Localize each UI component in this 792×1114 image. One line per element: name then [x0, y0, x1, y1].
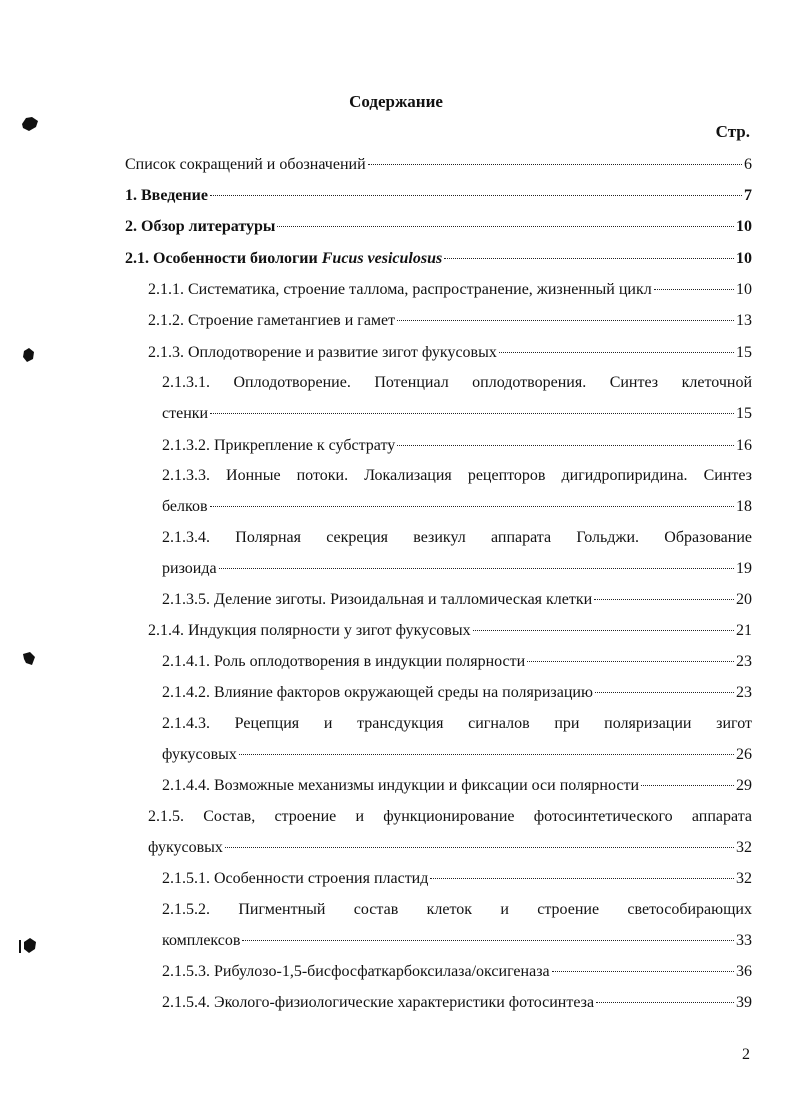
toc-entry-label: 2.1.5.2. Пигментный состав клеток и строение светособирающих	[162, 901, 752, 918]
scan-mark-icon	[22, 651, 36, 667]
toc-leader-dots	[277, 226, 734, 227]
toc-leader-dots	[210, 195, 742, 196]
toc-entry[interactable]	[162, 590, 752, 610]
toc-entry[interactable]	[162, 683, 752, 703]
toc-entry-label: 2.1.5.1. Особенности строения пластид	[162, 870, 429, 887]
toc-entry-label: 2.1.3.2. Прикрепление к субстрату	[162, 437, 396, 454]
toc-entry-label-species: Fucus vesiculosus	[321, 250, 443, 267]
toc-entry[interactable]	[162, 559, 752, 579]
toc-entry[interactable]	[148, 838, 752, 858]
toc-entry-page: 29	[736, 777, 752, 794]
toc-entry-page: 23	[736, 653, 752, 670]
toc-entry[interactable]	[162, 776, 752, 796]
toc-entry-first-line	[162, 528, 752, 548]
toc-entry-label-prefix: 2.1. Особенности биологии	[125, 250, 322, 267]
toc-entry-first-line	[162, 900, 752, 920]
scan-mark-icon	[20, 116, 40, 132]
toc-entry-label: 2. Обзор литературы	[125, 218, 276, 235]
toc-entry[interactable]	[148, 343, 752, 363]
toc-leader-dots	[594, 599, 734, 600]
toc-entry-page: 26	[736, 746, 752, 763]
toc-entry[interactable]	[148, 280, 752, 300]
toc-leader-dots	[239, 754, 734, 755]
toc-entry-label: 2.1.1. Систематика, строение таллома, распространение, жизненный цикл	[148, 281, 652, 298]
toc-entry-page: 15	[736, 405, 752, 422]
toc-entry-label: белков	[162, 498, 208, 515]
toc-entry-label: 2.1.5. Состав, строение и функционирование фотосинтетического аппарата	[148, 808, 752, 825]
toc-entry[interactable]	[125, 155, 752, 175]
toc-entry[interactable]	[162, 931, 752, 951]
toc-leader-dots	[368, 164, 742, 165]
toc-leader-dots	[473, 630, 734, 631]
toc-entry-label: 2.1.4.2. Влияние факторов окружающей среды на поляризацию	[162, 684, 593, 701]
toc-entry[interactable]	[162, 993, 752, 1013]
toc-entry-label: 2.1.2. Строение гаметангиев и гамет	[148, 312, 396, 329]
toc-entry-label: 2.1.4.1. Роль оплодотворения в индукции полярности	[162, 653, 526, 670]
toc-entry-page: 39	[736, 994, 752, 1011]
toc-entry-page: 10	[736, 250, 752, 267]
toc-entry-page: 18	[736, 498, 752, 515]
toc-leader-dots	[397, 320, 734, 321]
toc-leader-dots	[242, 940, 734, 941]
toc-entry-page: 6	[744, 156, 752, 173]
toc-entry-page: 13	[736, 312, 752, 329]
toc-entry-label	[125, 249, 442, 269]
toc-entry[interactable]	[125, 186, 752, 206]
toc-entry-label: ризоида	[162, 560, 217, 577]
toc-entry[interactable]	[162, 962, 752, 982]
toc-entry[interactable]	[162, 436, 752, 456]
toc-entry-page: 16	[736, 437, 752, 454]
page-column-label: Стр.	[715, 122, 750, 141]
toc-entry-page: 36	[736, 963, 752, 980]
toc-entry-label: 2.1.5.4. Эколого-физиологические характеристики фотосинтеза	[162, 994, 595, 1011]
toc-entry-label: 2.1.3.4. Полярная секреция везикул аппарата Гольджи. Образование	[162, 529, 752, 546]
toc-entry-page: 10	[736, 281, 752, 298]
toc-entry-label: Список сокращений и обозначений	[125, 156, 366, 173]
toc-entry-label: фукусовых	[148, 839, 223, 856]
toc-leader-dots	[225, 847, 734, 848]
toc-entry[interactable]	[125, 249, 752, 269]
toc-leader-dots	[499, 352, 734, 353]
scan-mark-icon	[22, 347, 36, 363]
toc-entry-label: 2.1.3.3. Ионные потоки. Локализация рецепторов дигидропиридина. Синтез	[162, 467, 752, 484]
toc-entry[interactable]	[162, 652, 752, 672]
toc-entry[interactable]	[162, 497, 752, 517]
toc-entry[interactable]	[148, 311, 752, 331]
toc-entry-label: 2.1.3.1. Оплодотворение. Потенциал оплодотворения. Синтез клеточной	[162, 374, 752, 391]
toc-leader-dots	[641, 785, 734, 786]
toc-entry[interactable]	[162, 404, 752, 424]
toc-entry-page: 20	[736, 591, 752, 608]
toc-entry-label: фукусовых	[162, 746, 237, 763]
toc-entry-page: 23	[736, 684, 752, 701]
scan-mark-icon	[18, 937, 38, 955]
toc-entry-first-line	[162, 373, 752, 393]
toc-entry-page: 33	[736, 932, 752, 949]
toc-entry-page: 32	[736, 839, 752, 856]
toc-leader-dots	[596, 1002, 734, 1003]
toc-leader-dots	[595, 692, 734, 693]
toc-entry-first-line	[162, 714, 752, 734]
page-number: 2	[742, 1046, 750, 1063]
toc-leader-dots	[552, 971, 734, 972]
toc-entry-label: 2.1.3. Оплодотворение и развитие зигот фукусовых	[148, 344, 497, 361]
toc-entry-label: 2.1.5.3. Рибулозо-1,5-бисфосфаткарбоксилаза/оксигеназа	[162, 963, 550, 980]
toc-entry-page: 15	[736, 344, 752, 361]
toc-entry-label: 2.1.4.3. Рецепция и трансдукция сигналов при поляризации зигот	[162, 715, 752, 732]
toc-entry-page: 32	[736, 870, 752, 887]
toc-entry-page: 21	[736, 622, 752, 639]
toc-entry-first-line	[148, 807, 752, 827]
toc-leader-dots	[444, 258, 734, 259]
toc-entry[interactable]	[125, 217, 752, 237]
toc-entry-label: 2.1.4.4. Возможные механизмы индукции и фиксации оси полярности	[162, 777, 640, 794]
toc-leader-dots	[397, 445, 734, 446]
toc-entry-label: комплексов	[162, 932, 241, 949]
toc-leader-dots	[654, 289, 734, 290]
toc-entry[interactable]	[162, 745, 752, 765]
toc-entry-page: 10	[736, 218, 752, 235]
toc-entry[interactable]	[162, 869, 752, 889]
toc-entry-label: 1. Введение	[125, 187, 208, 204]
toc-entry-label: 2.1.4. Индукция полярности у зигот фукусовых	[148, 622, 471, 639]
toc-leader-dots	[210, 506, 734, 507]
toc-entry-first-line	[162, 466, 752, 486]
toc-entry-label: 2.1.3.5. Деление зиготы. Ризоидальная и талломическая клетки	[162, 591, 593, 608]
toc-leader-dots	[210, 413, 734, 414]
toc-entry-label: стенки	[162, 405, 209, 422]
toc-leader-dots	[430, 878, 734, 879]
toc-entry-page: 19	[736, 560, 752, 577]
toc-leader-dots	[219, 568, 734, 569]
toc-leader-dots	[527, 661, 734, 662]
toc-title: Содержание	[349, 92, 443, 111]
toc-entry[interactable]	[148, 621, 752, 641]
toc-entry-page: 7	[744, 187, 752, 204]
